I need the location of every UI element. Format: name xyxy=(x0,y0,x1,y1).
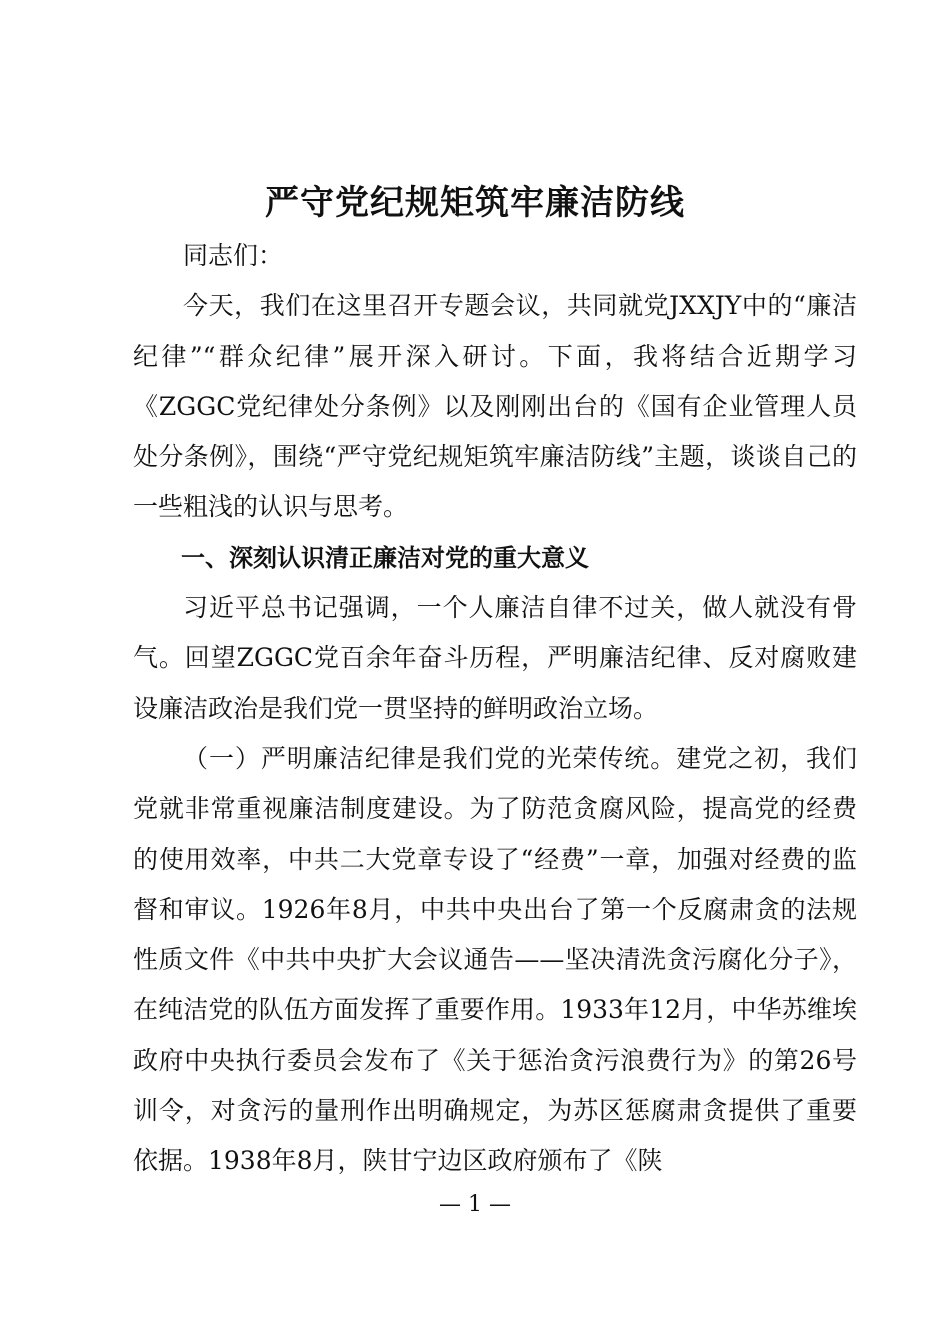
document-body xyxy=(133,231,857,1187)
salutation: 同志们： xyxy=(183,241,284,270)
intro-paragraph: 今天，我们在这里召开专题会议，共同就党JXXJY中的“廉洁纪律”“群众纪律”展开深入研讨。下面，我将结合近期学习《ZGGC党纪律处分条例》以及刚刚出台的《国有企业管理人员处分条例》，围绕“严守党纪规矩筑牢廉洁防线”主题，谈谈自己的一些粗浅的认识与思考。 xyxy=(133,291,857,522)
body-paragraph: （一）严明廉洁纪律是我们党的光荣传统。建党之初，我们党就非常重视廉洁制度建设。为了防范贪腐风险，提高党的经费的使用效率，中共二大党章专设了“经费”一章，加强对经费的监督和审议。1926年8月，中共中央出台了第一个反腐肃贪的法规性质文件《中共中央扩大会议通告——坚决清洗贪污腐化分子》，在纯洁党的队伍方面发挥了重要作用。1933年12月，中华苏维埃政府中央执行委员会发布了《关于惩治贪污浪费行为》的第26号训令，对贪污的量刑作出明确规定，为苏区惩腐肃贪提供了重要依据。1938年8月，陕甘宁边区政府颁布了《陕 xyxy=(133,743,857,1176)
section-heading: 一、深刻认识清正廉洁对党的重大意义 xyxy=(181,543,589,572)
page-number: — 1 — xyxy=(439,1192,511,1217)
document-title: 严守党纪规矩筑牢廉洁防线 xyxy=(265,183,685,223)
body-paragraph: 习近平总书记强调，一个人廉洁自律不过关，做人就没有骨气。回望ZGGC党百余年奋斗历程，严明廉洁纪律、反对腐败建设廉洁政治是我们党一贯坚持的鲜明政治立场。 xyxy=(133,593,857,723)
